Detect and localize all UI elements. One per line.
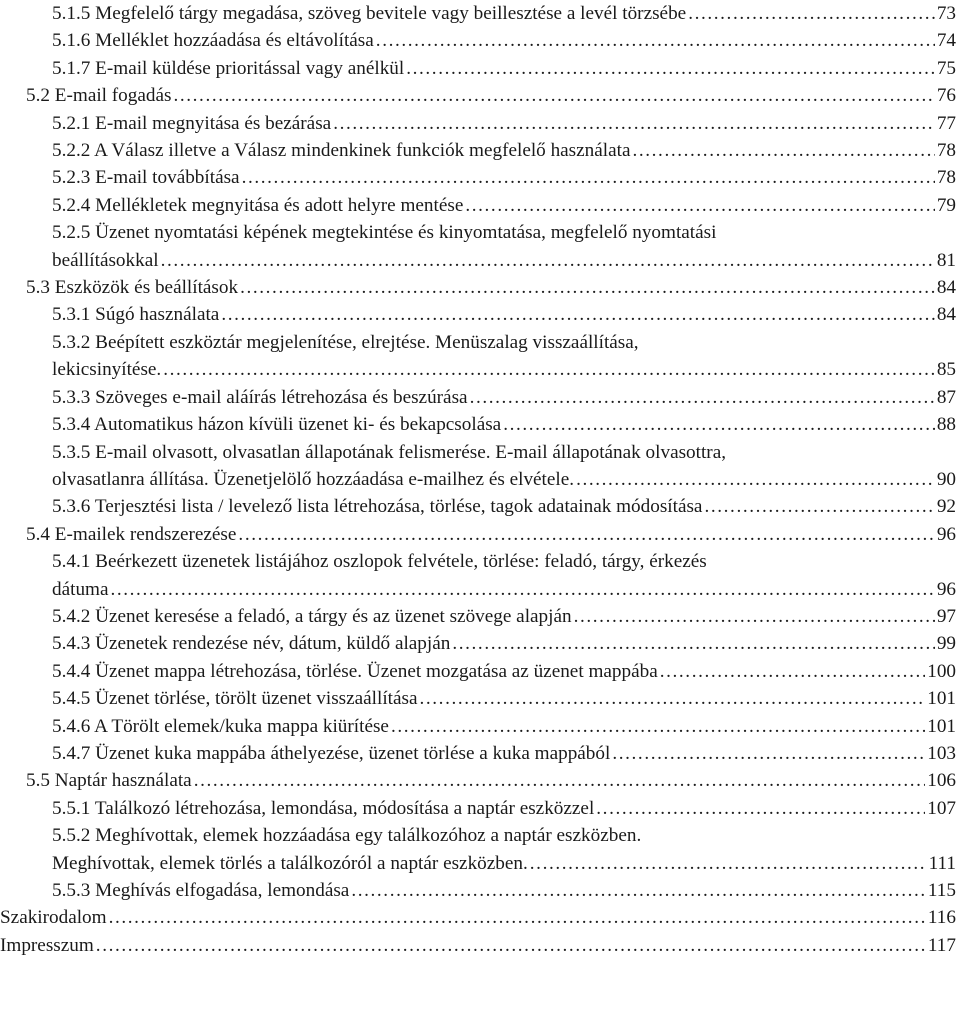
- toc-entry-title: 5.3.4 Automatikus házon kívüli üzenet ki- és bekapcsolása: [52, 414, 502, 436]
- toc-entry-line: [52, 356, 956, 383]
- dot-leader: [574, 603, 935, 630]
- toc-entry[interactable]: [0, 110, 956, 137]
- dot-leader: [163, 356, 935, 383]
- toc-entry[interactable]: [0, 932, 956, 959]
- toc-entry-title: 5.4 E-mailek rendszerezése: [26, 523, 237, 545]
- toc-entry-title: olvasatlanra állítása. Üzenetjelölő hozzáadása e-mailhez és elvétele.: [52, 468, 575, 490]
- toc-entry[interactable]: [0, 55, 956, 82]
- dot-leader: [530, 850, 927, 877]
- dot-leader: [470, 384, 935, 411]
- toc-page-number: 115: [927, 880, 956, 901]
- toc-page-number: 81: [936, 249, 956, 271]
- dot-leader: [420, 685, 926, 712]
- toc-entry[interactable]: [0, 82, 956, 109]
- dot-leader: [238, 521, 934, 548]
- toc-entry[interactable]: [0, 192, 956, 219]
- dot-leader: [406, 55, 935, 82]
- dot-leader: [333, 110, 935, 137]
- dot-leader: [391, 713, 925, 740]
- toc-page-number: 101: [927, 715, 956, 737]
- toc-entry-line: [52, 0, 956, 27]
- toc-entry-line: [52, 164, 956, 191]
- toc-entry-line: [52, 877, 956, 904]
- toc-entry[interactable]: [0, 630, 956, 657]
- toc-page-number: 106: [927, 770, 956, 792]
- toc-page-number: 77: [936, 112, 956, 134]
- toc-entry-title: 5.1.7 E-mail küldése prioritással vagy anélkül: [52, 57, 405, 79]
- toc-entry-title: 5.2.1 E-mail megnyitása és bezárása: [52, 112, 332, 134]
- toc-entry-line: [52, 411, 956, 438]
- dot-leader: [351, 877, 926, 904]
- toc-entry-line: [52, 603, 956, 630]
- toc-entry-title: 5.2 E-mail fogadás: [26, 85, 172, 107]
- toc-entry[interactable]: [0, 0, 956, 27]
- dot-leader: [503, 411, 935, 438]
- toc-page-number: 74: [936, 30, 956, 52]
- toc-entry-line: [52, 137, 956, 164]
- toc-page-number: 79: [936, 194, 956, 216]
- toc-entry-line: [52, 384, 956, 411]
- toc-entry-line: [52, 740, 956, 767]
- toc-entry[interactable]: [0, 411, 956, 438]
- dot-leader: [173, 82, 934, 109]
- toc-entry-line: [52, 466, 956, 493]
- dot-leader: [161, 247, 935, 274]
- toc-entry-line: [52, 658, 956, 685]
- dot-leader: [660, 658, 926, 685]
- toc-entry-title-line: 5.5.2 Meghívottak, elemek hozzáadása egy találkozóhoz a naptár eszközben.: [52, 825, 642, 847]
- toc-page-number: 85: [936, 359, 956, 381]
- toc-entry-title: 5.5.3 Meghívás elfogadása, lemondása: [52, 880, 350, 901]
- toc-entry-title-line: 5.4.1 Beérkezett üzenetek listájához oszlopok felvétele, törlése: feladó, tárgy, érkezés: [52, 551, 707, 573]
- dot-leader: [240, 274, 935, 301]
- toc-entry-line: [0, 932, 956, 959]
- dot-leader: [221, 301, 934, 328]
- toc-entry-line: [52, 55, 956, 82]
- toc-entry-title: 5.4.2 Üzenet keresése a feladó, a tárgy és az üzenet szövege alapján: [52, 605, 572, 627]
- toc-entry-title: 5.2.4 Mellékletek megnyitása és adott helyre mentése: [52, 194, 464, 216]
- toc-entry-title: Impresszum: [0, 934, 94, 956]
- toc-page-number: 107: [927, 797, 956, 819]
- toc-entry[interactable]: [0, 548, 956, 603]
- dot-leader: [596, 795, 925, 822]
- toc-entry-title-line: 5.3.5 E-mail olvasott, olvasatlan állapotának felismerése. E-mail állapotának olvasottra,: [52, 441, 727, 463]
- toc-entry-line: [52, 630, 956, 657]
- toc-page-number: 99: [936, 633, 956, 655]
- toc-entry[interactable]: [0, 27, 956, 54]
- toc-entry-title: 5.4.6 A Törölt elemek/kuka mappa kiürítése: [52, 715, 389, 737]
- toc-page-number: 75: [936, 57, 956, 79]
- toc-entry-title: 5.2.2 A Válasz illetve a Válasz mindenkinek funkciók megfelelő használata: [52, 140, 631, 162]
- toc-page-number: 78: [936, 167, 956, 189]
- dot-leader: [704, 493, 934, 520]
- toc-entry[interactable]: [0, 164, 956, 191]
- toc-entry[interactable]: [0, 329, 956, 384]
- toc-entry-line: [26, 82, 956, 109]
- toc-entry-line: [52, 110, 956, 137]
- dot-leader: [110, 576, 934, 603]
- toc-page-number: 87: [936, 386, 956, 408]
- toc-entry-title: 5.2.3 E-mail továbbítása: [52, 167, 240, 189]
- toc-page-number: 84: [936, 277, 956, 299]
- toc-entry-title: lekicsinyítése.: [52, 359, 162, 381]
- toc-entry-title: 5.3.6 Terjesztési lista / levelező lista létrehozása, törlése, tagok adatainak módosítása: [52, 496, 703, 518]
- toc-entry-line: [52, 27, 956, 54]
- dot-leader: [688, 0, 935, 27]
- toc-entry[interactable]: [0, 685, 956, 712]
- toc-entry[interactable]: [0, 740, 956, 767]
- toc-entry-title: 5.4.7 Üzenet kuka mappába áthelyezése, üzenet törlése a kuka mappából: [52, 742, 611, 764]
- dot-leader: [576, 466, 935, 493]
- toc-page-number: 92: [936, 496, 956, 518]
- dot-leader: [96, 932, 926, 959]
- toc-entry-line: [52, 850, 956, 877]
- toc-entry-line: [52, 576, 956, 603]
- toc-page-number: 78: [936, 140, 956, 162]
- toc-entry-line: [26, 521, 956, 548]
- toc-entry-title: Szakirodalom: [0, 907, 107, 929]
- dot-leader: [194, 767, 926, 794]
- toc-entry-title: dátuma: [52, 578, 109, 600]
- toc-entry-title: 5.4.4 Üzenet mappa létrehozása, törlése. Üzenet mozgatása az üzenet mappába: [52, 660, 658, 682]
- toc-entry[interactable]: [0, 877, 956, 904]
- toc-entry-line: [26, 274, 956, 301]
- toc-entry[interactable]: [0, 603, 956, 630]
- toc-page-number: 88: [936, 414, 956, 436]
- toc-entry-title: Meghívottak, elemek törlés a találkozóról a naptár eszközben.: [52, 852, 528, 874]
- toc-entry-line: [52, 247, 956, 274]
- toc-entry-line: [52, 795, 956, 822]
- toc-page-number: 111: [928, 852, 956, 874]
- toc-entry-line: [52, 685, 956, 712]
- toc-entry-title: 5.1.5 Megfelelő tárgy megadása, szöveg bevitele vagy beillesztése a levél törzsébe: [52, 3, 687, 24]
- toc-entry[interactable]: [0, 904, 956, 931]
- toc-entry[interactable]: [0, 767, 956, 794]
- toc-entry-title: 5.1.6 Melléklet hozzáadása és eltávolítása: [52, 30, 374, 52]
- toc-entry-title-line: 5.2.5 Üzenet nyomtatási képének megtekintése és kinyomtatása, megfelelő nyomtatási: [52, 222, 717, 244]
- toc-entry[interactable]: [0, 521, 956, 548]
- dot-leader: [465, 192, 934, 219]
- toc-page-number: 103: [927, 742, 956, 764]
- toc-entry[interactable]: [0, 301, 956, 328]
- toc-page-number: 76: [936, 85, 956, 107]
- toc-entry[interactable]: [0, 493, 956, 520]
- toc-entry[interactable]: [0, 137, 956, 164]
- toc-entry-title: beállításokkal: [52, 249, 159, 271]
- toc-page-number: 84: [936, 304, 956, 326]
- dot-leader: [109, 904, 926, 931]
- toc-entry-line: [52, 301, 956, 328]
- toc-entry[interactable]: [0, 274, 956, 301]
- toc-page-number: 116: [927, 907, 956, 929]
- toc-page-number: 96: [936, 578, 956, 600]
- toc-entry-line: [52, 713, 956, 740]
- toc-entry[interactable]: [0, 384, 956, 411]
- toc-entry-title: 5.4.3 Üzenetek rendezése név, dátum, küldő alapján: [52, 633, 451, 655]
- toc-entry-line: [52, 192, 956, 219]
- toc-entry-title: 5.5.1 Találkozó létrehozása, lemondása, módosítása a naptár eszközzel: [52, 797, 595, 819]
- toc-entry-title: 5.4.5 Üzenet törlése, törölt üzenet visszaállítása: [52, 688, 418, 710]
- toc-entry[interactable]: [0, 795, 956, 822]
- toc-page-number: 101: [927, 688, 956, 710]
- toc-entry-title-line: 5.3.2 Beépített eszköztár megjelenítése, elrejtése. Menüszalag visszaállítása,: [52, 331, 639, 353]
- toc-entry[interactable]: [0, 658, 956, 685]
- toc-entry-line: [0, 904, 956, 931]
- toc-entry-title: 5.5 Naptár használata: [26, 770, 192, 792]
- toc-entry-title: 5.3.3 Szöveges e-mail aláírás létrehozása és beszúrása: [52, 386, 468, 408]
- dot-leader: [376, 27, 935, 54]
- dot-leader: [242, 164, 935, 191]
- toc-page-number: 90: [936, 468, 956, 490]
- toc-entry[interactable]: [0, 822, 956, 877]
- dot-leader: [612, 740, 925, 767]
- toc-entry-line: [52, 493, 956, 520]
- toc-page-number: 100: [927, 660, 956, 682]
- toc-page-number: 96: [936, 523, 956, 545]
- toc-entry[interactable]: [0, 219, 956, 274]
- toc-entry-line: [26, 767, 956, 794]
- toc-page-number: 73: [936, 3, 956, 24]
- toc-entry[interactable]: [0, 713, 956, 740]
- dot-leader: [632, 137, 934, 164]
- toc-page-number: 97: [936, 605, 956, 627]
- toc-entry[interactable]: [0, 439, 956, 494]
- toc-page-number: 117: [927, 934, 956, 956]
- toc-entry-title: 5.3.1 Súgó használata: [52, 304, 220, 326]
- dot-leader: [452, 630, 934, 657]
- toc-entry-title: 5.3 Eszközök és beállítások: [26, 277, 239, 299]
